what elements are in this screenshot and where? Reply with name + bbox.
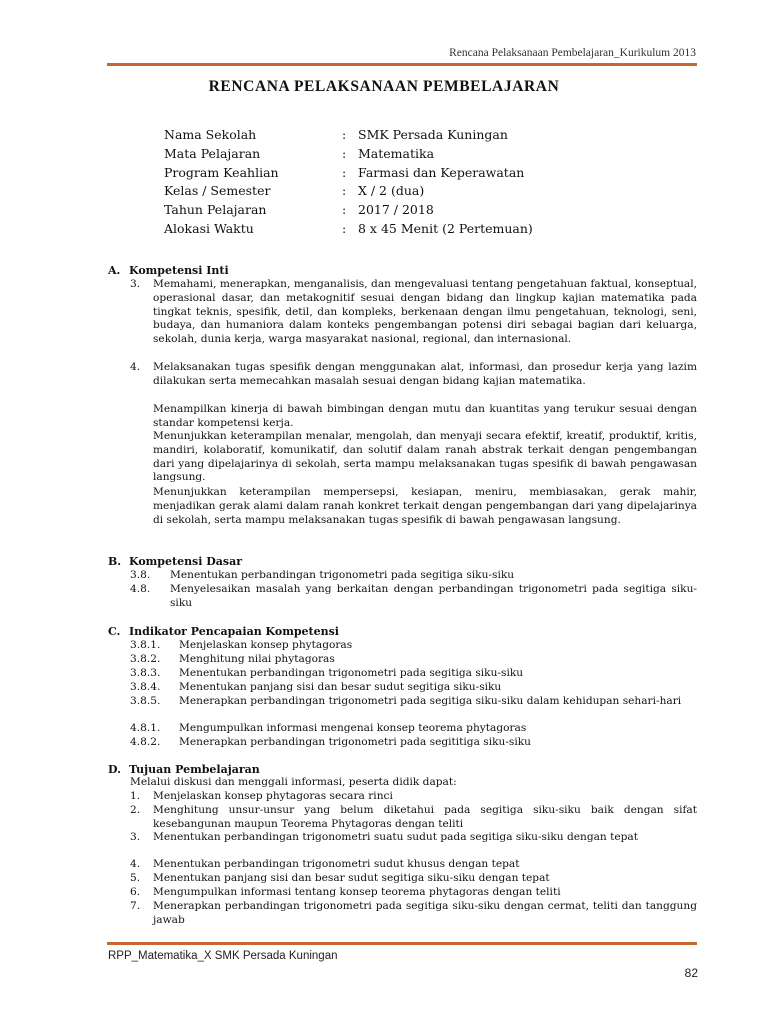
- running-footer: RPP_Matematika_X SMK Persada Kuningan: [108, 950, 338, 962]
- item-text: Memahami, menerapkan, menganalisis, dan mengevaluasi tentang pengetahuan faktual, konseptual, operasional dasar, dan metakognitif sesuai dengan bidang dan lingkup kajian matematika pada tingkat teknis, spesifik, detil, dan kompleks, berkenaan dengan ilmu pengetahuan, teknologi, seni, budaya, dan humaniora dalam konteks pengembangan potensi diri sebagai bagian dari keluarga, sekolah, dunia kerja, warga masyarakat nasional, regional, dan internasional.: [153, 278, 697, 346]
- item-text: Melaksanakan tugas spesifik dengan menggunakan alat, informasi, dan prosedur kerja yang lazim dilakukan serta memecahkan masalah sesuai dengan bidang kajian matematika.: [153, 361, 697, 387]
- item-number: 3.8.3.: [130, 667, 161, 679]
- item-text: Mengumpulkan informasi tentang konsep teorema phytagoras dengan teliti: [153, 886, 561, 898]
- page-number: 82: [684, 966, 698, 980]
- item-number: 3.8.5.: [130, 695, 161, 707]
- item-text: Menerapkan perbandingan trigonometri pada segititiga siku-siku: [179, 736, 531, 748]
- item-text: Menghitung unsur-unsur yang belum diketahui pada segitiga siku-siku baik dengan sifat kesebangunan maupun Teorema Phytagoras dengan teliti: [153, 804, 697, 830]
- item-number: 1.: [130, 790, 141, 802]
- info-label: Mata Pelajaran: [164, 146, 261, 161]
- section-letter: D.: [108, 763, 121, 776]
- paragraph: Menampilkan kinerja di bawah bimbingan dengan mutu dan kuantitas yang terukur sesuai dengan standar kompetensi kerja.: [153, 403, 697, 429]
- paragraph: Menunjukkan keterampilan mempersepsi, kesiapan, meniru, membiasakan, gerak mahir, menjadikan gerak alami dalam ranah konkret terkait dengan pengembangan dari yang dipelajarinya di sekolah, serta mampu melaksanakan tugas spesifik di bawah pengawasan langsung.: [153, 486, 697, 526]
- info-separator: :: [342, 127, 347, 142]
- info-label: Alokasi Waktu: [164, 221, 254, 236]
- section-title: Tujuan Pembelajaran: [129, 763, 260, 776]
- item-number: 5.: [130, 872, 141, 884]
- info-value: Farmasi dan Keperawatan: [358, 165, 525, 180]
- section-heading-d: [108, 763, 260, 776]
- section-heading-a: [108, 264, 229, 277]
- section-title: Kompetensi Dasar: [129, 555, 243, 568]
- item-text: Menjelaskan konsep phytagoras: [179, 639, 353, 651]
- info-label: Tahun Pelajaran: [164, 202, 267, 217]
- info-value: X / 2 (dua): [358, 183, 425, 198]
- item-text: Menentukan perbandingan trigonometri pada segitiga siku-siku: [170, 569, 515, 581]
- item-number: 6.: [130, 886, 141, 898]
- item-text: Menentukan perbandingan trigonometri sudut khusus dengan tepat: [153, 858, 520, 870]
- info-value: 2017 / 2018: [358, 202, 434, 217]
- item-text: Mengumpulkan informasi mengenai konsep teorema phytagoras: [179, 722, 527, 734]
- info-separator: :: [342, 202, 347, 217]
- section-letter: C.: [108, 625, 121, 638]
- info-separator: :: [342, 146, 347, 161]
- section-title: Indikator Pencapaian Kompetensi: [129, 625, 339, 638]
- item-text: Menentukan perbandingan trigonometri suatu sudut pada segitiga siku-siku dengan tepat: [153, 831, 638, 843]
- item-number: 4.8.2.: [130, 736, 161, 748]
- item-text: Menentukan panjang sisi dan besar sudut segitiga siku-siku: [179, 681, 502, 693]
- section-intro: Melalui diskusi dan menggali informasi, peserta didik dapat:: [130, 776, 457, 788]
- info-label: Program Keahlian: [164, 165, 279, 180]
- item-number: 3.8.: [130, 569, 151, 581]
- item-number: 4.8.1.: [130, 722, 161, 734]
- item-number: 3.8.4.: [130, 681, 161, 693]
- item-text: Menentukan panjang sisi dan besar sudut segitiga siku-siku dengan tepat: [153, 872, 550, 884]
- section-title: Kompetensi Inti: [129, 264, 229, 277]
- info-separator: :: [342, 183, 347, 198]
- item-number: 7.: [130, 900, 141, 912]
- footer-rule: [107, 942, 697, 945]
- header-rule: [107, 63, 697, 66]
- item-number: 2.: [130, 804, 141, 816]
- info-value: SMK Persada Kuningan: [358, 127, 508, 142]
- item-text: Menerapkan perbandingan trigonometri pada segitiga siku-siku dengan cermat, teliti dan tanggung jawab: [153, 900, 697, 926]
- section-heading-b: [108, 555, 242, 568]
- item-number: 3.: [130, 831, 141, 843]
- item-text: Menjelaskan konsep phytagoras secara rinci: [153, 790, 393, 802]
- info-value: Matematika: [358, 146, 435, 161]
- document-title: RENCANA PELAKSANAAN PEMBELAJARAN: [208, 78, 560, 95]
- item-number: 3.8.2.: [130, 653, 161, 665]
- section-heading-c: [108, 625, 339, 638]
- info-separator: :: [342, 221, 347, 236]
- item-text: Menentukan perbandingan trigonometri pada segitiga siku-siku: [179, 667, 524, 679]
- item-text: Menyelesaikan masalah yang berkaitan dengan perbandingan trigonometri pada segitiga siku-siku: [170, 583, 697, 609]
- item-number: 4.: [130, 858, 141, 870]
- section-letter: A.: [108, 264, 121, 277]
- running-header: Rencana Pelaksanaan Pembelajaran_Kurikulum 2013: [449, 47, 696, 59]
- info-label: Nama Sekolah: [164, 127, 257, 142]
- section-letter: B.: [108, 555, 122, 568]
- item-number: 3.8.1.: [130, 639, 161, 651]
- info-separator: :: [342, 165, 347, 180]
- item-text: Menghitung nilai phytagoras: [179, 653, 335, 665]
- item-text: Menerapkan perbandingan trigonometri pada segitiga siku-siku dalam kehidupan sehari-hari: [179, 695, 682, 707]
- item-number: 4.: [130, 361, 141, 373]
- item-number: 3.: [130, 278, 141, 290]
- item-number: 4.8.: [130, 583, 151, 595]
- info-label: Kelas / Semester: [164, 183, 271, 198]
- info-value: 8 x 45 Menit (2 Pertemuan): [358, 221, 533, 236]
- paragraph: Menunjukkan keterampilan menalar, mengolah, dan menyaji secara efektif, kreatif, produktif, kritis, mandiri, kolaboratif, komunikatif, dan solutif dalam ranah abstrak terkait dengan pengembangan dari yang dipelajarinya di sekolah, serta mampu melaksanakan tugas spesifik di bawah pengawasan langsung.: [153, 430, 697, 484]
